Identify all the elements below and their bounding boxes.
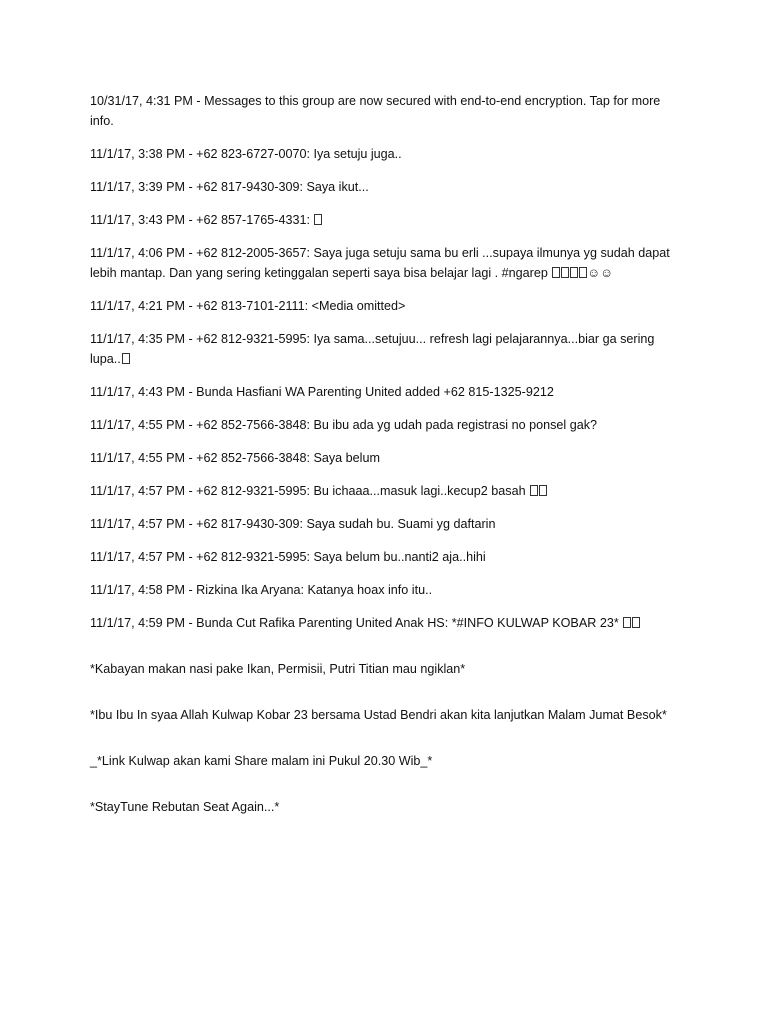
missing-emoji-glyph-icon <box>570 267 578 278</box>
chat-message <box>90 296 678 316</box>
announcement-paragraph: *StayTune Rebutan Seat Again...* <box>90 800 280 814</box>
chat-message <box>90 580 678 600</box>
chat-message-text: 11/1/17, 4:35 PM - +62 812-9321-5995: Iya sama...setujuu... refresh lagi pelajarannya...biar ga sering lupa.. <box>90 332 655 366</box>
missing-emoji-glyph-icon <box>530 485 538 496</box>
chat-message-text: 11/1/17, 4:57 PM - +62 812-9321-5995: Saya belum bu..nanti2 aja..hihi <box>90 550 486 564</box>
announcement-paragraph: *Kabayan makan nasi pake Ikan, Permisii, Putri Titian mau ngiklan* <box>90 662 466 676</box>
chat-message-text: 11/1/17, 4:57 PM - +62 812-9321-5995: Bu ichaaa...masuk lagi..kecup2 basah <box>90 484 530 498</box>
chat-message <box>90 177 678 197</box>
chat-message <box>90 547 678 567</box>
chat-message-text: 11/1/17, 4:55 PM - +62 852-7566-3848: Bu ibu ada yg udah pada registrasi no ponsel gak? <box>90 418 598 432</box>
chat-message-text: 11/1/17, 4:57 PM - +62 817-9430-309: Saya sudah bu. Suami yg daftarin <box>90 517 496 531</box>
missing-emoji-glyph-icon <box>314 214 322 225</box>
chat-message-text: 10/31/17, 4:31 PM - Messages to this group are now secured with end-to-end encryption. Tap for more info. <box>90 94 661 128</box>
chat-message-text: 11/1/17, 3:39 PM - +62 817-9430-309: Saya ikut... <box>90 180 369 194</box>
missing-emoji-glyph-icon <box>552 267 560 278</box>
chat-message-text: 11/1/17, 4:59 PM - Bunda Cut Rafika Parenting United Anak HS: *#INFO KULWAP KOBAR 23* <box>90 616 623 630</box>
chat-message-text: 11/1/17, 4:06 PM - +62 812-2005-3657: Saya juga setuju sama bu erli ...supaya ilmunya yg sudah dapat lebih mantap. Dan yang sering ketinggalan seperti saya bisa belajar lagi . #ngarep <box>90 246 670 280</box>
chat-message-text: 11/1/17, 4:21 PM - +62 813-7101-2111: <Media omitted> <box>90 299 406 313</box>
missing-emoji-glyph-icon <box>122 353 130 364</box>
missing-emoji-glyph-icon <box>539 485 547 496</box>
missing-emoji-glyph-icon <box>561 267 569 278</box>
chat-message <box>90 210 678 230</box>
chat-message <box>90 481 678 501</box>
chat-message-text: 11/1/17, 3:38 PM - +62 823-6727-0070: Iya setuju juga.. <box>90 147 402 161</box>
chat-message-text: 11/1/17, 4:55 PM - +62 852-7566-3848: Saya belum <box>90 451 380 465</box>
missing-emoji-glyph-icon <box>632 617 640 628</box>
chat-log <box>90 91 678 633</box>
announcement-paragraph: _*Link Kulwap akan kami Share malam ini Pukul 20.30 Wib_* <box>90 754 433 768</box>
announcement-paragraph: *Ibu Ibu In syaa Allah Kulwap Kobar 23 bersama Ustad Bendri akan kita lanjutkan Malam Jumat Besok* <box>90 708 667 722</box>
smiley-text: ☺☺ <box>587 266 614 280</box>
chat-message <box>90 91 678 131</box>
chat-message <box>90 329 678 369</box>
chat-message <box>90 382 678 402</box>
chat-message <box>90 448 678 468</box>
chat-message <box>90 243 678 283</box>
chat-message <box>90 514 678 534</box>
chat-message-text: 11/1/17, 4:58 PM - Rizkina Ika Aryana: Katanya hoax info itu.. <box>90 583 433 597</box>
missing-emoji-glyph-icon <box>623 617 631 628</box>
chat-message-text: 11/1/17, 4:43 PM - Bunda Hasfiani WA Parenting United added +62 815-1325-9212 <box>90 385 554 399</box>
chat-message <box>90 613 678 633</box>
chat-message <box>90 144 678 164</box>
announcement-block <box>90 659 678 817</box>
chat-message-text: 11/1/17, 3:43 PM - +62 857-1765-4331: <box>90 213 314 227</box>
chat-message <box>90 415 678 435</box>
